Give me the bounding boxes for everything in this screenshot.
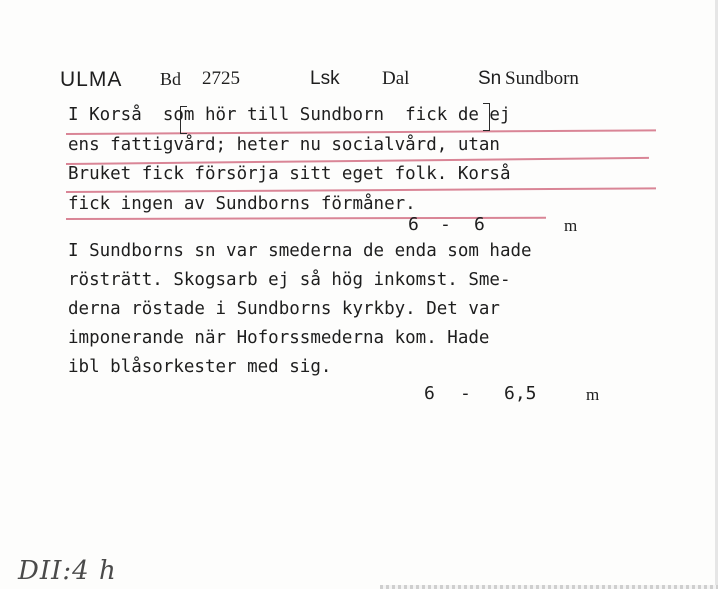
socken-label: Sn [478, 68, 502, 89]
number-label: Bd [160, 69, 182, 89]
archive-name: ULMA [60, 68, 123, 91]
measure-start: 6 [424, 383, 435, 404]
landskap-value: Dal [382, 68, 410, 89]
measure-dash: - [440, 214, 451, 235]
text-line: rösträtt. Skogsarb ej så hög inkomst. Sme- [68, 270, 511, 290]
text-line: ens fattigvård; heter nu socialvård, utan [68, 134, 500, 155]
measure-end: 6,5 [504, 383, 537, 404]
socken-value: Sundborn [505, 68, 579, 89]
measure-dash: - [460, 383, 471, 404]
card-header [60, 64, 660, 94]
text-line: I Sundborns sn var smederna de enda som hade [68, 241, 532, 261]
text-line: fick ingen av Sundborns förmåner. [68, 193, 416, 214]
entry-text-1 [68, 101, 511, 219]
record-number: 2725 [202, 68, 240, 89]
measure-end: 6 [474, 214, 485, 235]
measure-unit: m [564, 216, 578, 235]
handwritten-signature: DII:4 h [18, 556, 117, 586]
entry-text-2 [68, 237, 532, 382]
text-line: ibl blåsorkester med sig. [68, 357, 332, 377]
text-line: Bruket fick försörja sitt eget folk. Korså [68, 164, 511, 184]
text-line: I Korså som hör till Sundborn fick de ej [68, 105, 511, 125]
card-edge-perforation [380, 585, 718, 589]
text-line: derna röstade i Sundborns kyrkby. Det var [68, 299, 500, 319]
measure-unit: m [586, 385, 600, 404]
text-line: imponerande när Hoforssmederna kom. Hade [68, 328, 490, 348]
landskap-label: Lsk [310, 68, 340, 89]
measure-start: 6 [408, 214, 419, 235]
